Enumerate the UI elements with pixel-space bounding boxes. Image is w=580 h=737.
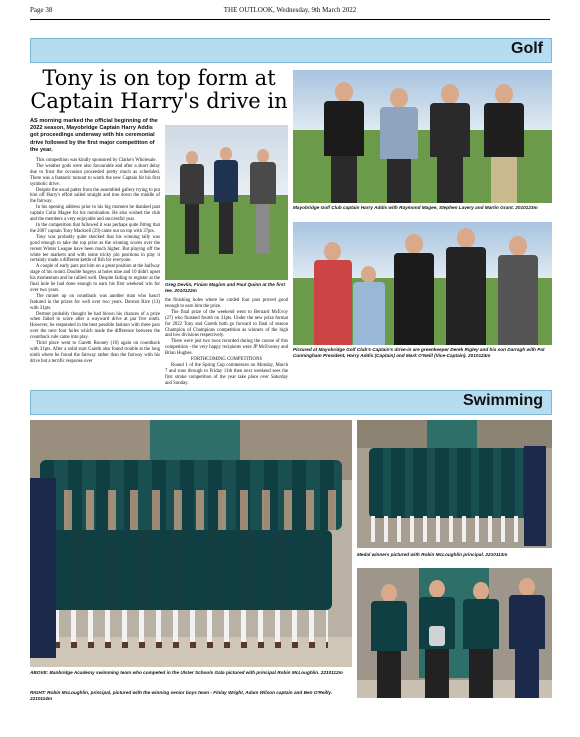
senior-boys-photo	[357, 568, 552, 698]
golf-photo-captain-group	[293, 70, 552, 203]
paragraph: Tony was probably quite shocked that his winning tally was good enough to take the top prize as the winning scores over the recent Winter League have been much higher. But playing off the white tee markers and with some tricky pin positions in play it certainly made a different kettle of fish for everyone.	[30, 234, 160, 264]
article-column-2	[165, 298, 288, 386]
page-header	[30, 6, 550, 18]
paper-dateline: THE OUTLOOK, Wednesday, 9th March 2022	[223, 6, 357, 14]
article-title: Tony is on top form at Captain Harry's drive in	[30, 66, 288, 113]
paragraph: The final prize of the weekend went to Bernard McEvoy (27) who finished fourth on 31pts. Under the new prize format for 2022 Tony and Gareth both go forward to final of season Champion of Champions competition as winners of the high and low divisions respectively.	[165, 309, 288, 339]
trophy-icon	[429, 626, 445, 646]
golf-photo-first-tee	[165, 125, 288, 280]
paragraph: This competition was kindly sponsored by Clarke's Wholesale.	[36, 158, 157, 163]
article-column-1	[30, 158, 160, 380]
golf-photo-drive-in	[293, 222, 552, 345]
paragraph: Despite the usual patter from the assembled gallery trying to put him off Harry's effort sailed straight and true down the middle of the fairway.	[30, 187, 160, 205]
medal-winners-photo	[357, 420, 552, 548]
paragraph: In his opening address prior to his big moment he thanked past captain Colin Magee for his nomination. He also wished the club and the members a very enjoyable and successful year.	[30, 205, 160, 223]
paragraph: There were just two twos recorded during the course of this competition - the very happy recipients were JP McEvenoy and Brian Hughes.	[165, 339, 288, 357]
golf-section-title: Golf	[511, 40, 543, 57]
medal-winners-caption: Medal winners pictured with Robin McLoughlin principal. 2210113m	[357, 552, 508, 557]
golf-photo-first-tee-caption: Greg Devlin, Finian Maginn and Paul Quinn at the first tee. 2010122m	[165, 282, 286, 293]
swimming-team-caption: ABOVE: Banbridge Academy swimming team who competed in the Ulster Schools Gala pictured with principal Robin McLoughlin. 2210112m	[30, 670, 343, 675]
subheading: FORTHCOMING COMPETITIONS	[190, 357, 263, 363]
paragraph: In the competition that followed it was perhaps quite fitting that the 2007 captain Tony Mackrell (29) came out on top with 37pts.	[30, 222, 160, 234]
golf-photo-captain-group-caption: Mayobridge Golf Club captain Harry Addis with Raymond Magee, Stephen Lavery and Martin Grant. 2010123m	[293, 205, 538, 210]
golf-photo-drive-in-caption: Pictured at Mayobridge Golf Club's Captain's drive-in are greenkeeper Derek Rigley and his son Darragh with Pat Cunningham President, Harry Addis (Captain) and Mark O'Neill (Vice-Captain). 2010124m	[293, 347, 545, 358]
paragraph: The weather gods were also favourable and after a short delay due to frost the occasion proceeded pretty much as scheduled. There was a fantastic turnout to watch the new Captain hit his first symbolic drive.	[30, 163, 160, 187]
swimming-boys-caption: RIGHT: Robin McLoughlin, principal, pictured with the winning senior boys team - Finlay Wright, Adam Wilson captain and Ben O'Reilly. 2210114m	[30, 690, 333, 701]
swimming-team-photo	[30, 420, 352, 667]
paragraph: Dermot probably thought he had blown his chances of a prize when failed to score after a wayward drive at par five ninth. However, he responded in the best possible fashion with three pars over the next four holes which made the difference between the countback rule came into play.	[30, 311, 160, 341]
page-number: Page 38	[30, 6, 53, 14]
article-lead: AS morning marked the official beginning of the 2022 season, Mayobridge Captain Harry Addis got proceedings underway with his ceremonial drive followed by the first major competition of the year.	[30, 118, 158, 153]
golf-section-band	[30, 38, 552, 63]
header-rule	[30, 19, 550, 20]
swimming-section-band	[30, 390, 552, 415]
paragraph: Round 1 of the Spring Cup commences on Monday, March 7 and runs through to Friday 11th then next weekend sees the first stroke competition of the year take place over Saturday and Sunday.	[165, 362, 288, 386]
paragraph: Third place went to Gareth Rooney (18) again on countback with 31pts. After a solid start Gareth also found trouble at the long ninth where he found the fairway rather than the fairway with his drive but a terrific response over	[30, 341, 160, 364]
paragraph: The runner up on countback was another man who hasn't featured in the prizes for well over two years. Dermot Rice (13) with 31pts.	[30, 293, 160, 311]
paragraph: the finishing holes where he carded four pars proved good enough to earn him the prize.	[165, 298, 288, 309]
swimming-section-title: Swimming	[462, 392, 543, 409]
paragraph: A couple of early pars put him on a great position at the halfway stage of his round. Double bogeys at holes nine and 10 didn't upset his momentum and he rallied well. Despite failing to register at the final hole he had done enough to earn his first weekend win for over two years.	[30, 264, 160, 293]
